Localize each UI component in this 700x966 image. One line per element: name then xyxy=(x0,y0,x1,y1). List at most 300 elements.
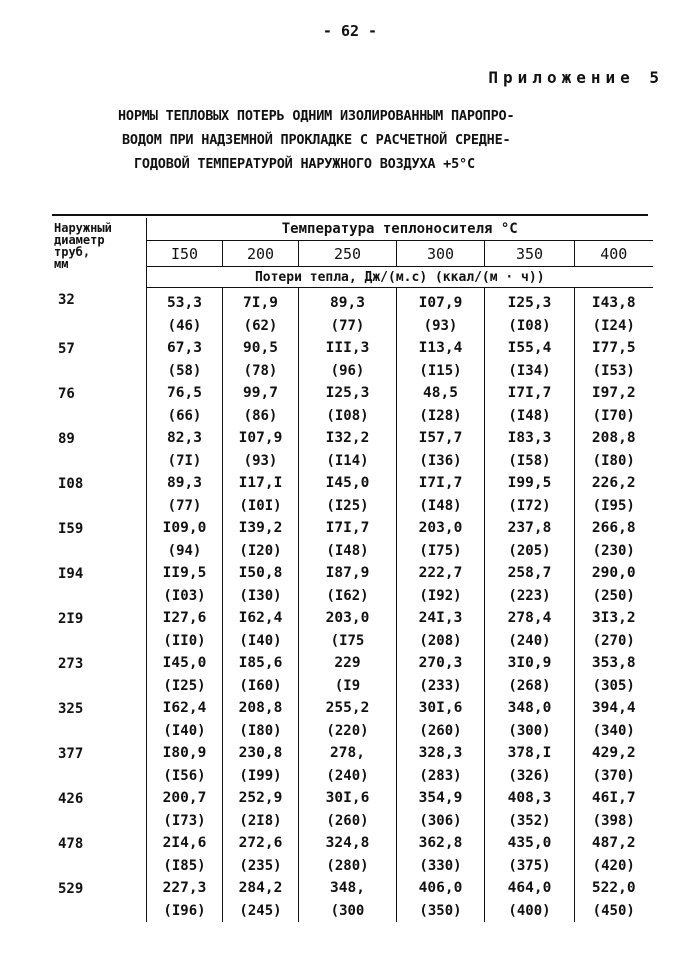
heat-loss-kcal: (I72) xyxy=(508,497,551,514)
heat-loss-joules: 30I,6 xyxy=(325,790,370,806)
heat-loss-cell xyxy=(575,877,653,922)
heat-loss-cell xyxy=(575,742,653,787)
heat-loss-cell xyxy=(223,697,299,742)
heat-loss-cell xyxy=(223,877,299,922)
heat-loss-kcal: (94) xyxy=(167,542,202,559)
heat-loss-joules: I25,3 xyxy=(325,385,370,401)
heat-loss-cell xyxy=(397,877,485,922)
heat-loss-cell xyxy=(575,832,653,877)
heat-loss-kcal: (250) xyxy=(592,587,635,604)
heat-loss-cell xyxy=(575,562,653,607)
pipe-diameter: I94 xyxy=(52,562,147,607)
heat-loss-cell xyxy=(147,382,223,427)
heat-loss-joules: I25,3 xyxy=(507,295,552,311)
heat-loss-joules: 53,3 xyxy=(167,295,202,311)
heat-loss-joules: I39,2 xyxy=(238,520,283,536)
table-row xyxy=(52,787,653,832)
heat-loss-kcal: (I58) xyxy=(508,452,551,469)
heat-loss-kcal: (I20) xyxy=(239,542,282,559)
heat-loss-kcal: (I56) xyxy=(163,767,206,784)
heat-loss-joules: 7I,9 xyxy=(243,295,278,311)
heat-loss-kcal: (I96) xyxy=(163,902,206,919)
heat-loss-joules: 24I,3 xyxy=(418,610,463,626)
heat-loss-joules: I7I,7 xyxy=(418,475,463,491)
heat-loss-cell xyxy=(147,877,223,922)
pipe-diameter: 2I9 xyxy=(52,607,147,652)
heat-loss-header: Потери тепла, Дж/(м.с) (ккал/(м · ч)) xyxy=(147,267,653,288)
heat-loss-cell xyxy=(147,472,223,517)
heat-loss-kcal: (I70) xyxy=(592,407,635,424)
heat-loss-cell xyxy=(397,832,485,877)
heat-loss-kcal: (280) xyxy=(326,857,369,874)
heat-loss-cell xyxy=(299,337,397,382)
heat-loss-joules: 394,4 xyxy=(591,700,636,716)
heat-loss-cell xyxy=(485,472,575,517)
heat-loss-joules: 290,0 xyxy=(591,565,636,581)
heat-loss-cell xyxy=(223,382,299,427)
heat-loss-kcal: (66) xyxy=(167,407,202,424)
heat-loss-kcal: (370) xyxy=(592,767,635,784)
heat-loss-joules: 67,3 xyxy=(167,340,202,356)
heat-loss-joules: I83,3 xyxy=(507,430,552,446)
heat-loss-joules: 354,9 xyxy=(418,790,463,806)
temperature-col: 300 xyxy=(397,241,485,267)
heat-loss-joules: III,3 xyxy=(325,340,370,356)
heat-loss-cell xyxy=(485,517,575,562)
heat-loss-cell xyxy=(299,382,397,427)
title-line-2: ВОДОМ ПРИ НАДЗЕМНОЙ ПРОКЛАДКЕ С РАСЧЕТНОЙ СРЕДНЕ- xyxy=(122,132,511,148)
heat-loss-kcal: (I40) xyxy=(163,722,206,739)
heat-loss-joules: I85,6 xyxy=(238,655,283,671)
heat-loss-cell xyxy=(299,832,397,877)
diameter-header-line: Наружный xyxy=(54,221,112,235)
heat-loss-joules: I32,2 xyxy=(325,430,370,446)
pipe-diameter: 89 xyxy=(52,427,147,472)
pipe-diameter: 76 xyxy=(52,382,147,427)
heat-loss-kcal: (283) xyxy=(419,767,462,784)
pipe-diameter: 529 xyxy=(52,877,147,922)
heat-loss-cell xyxy=(147,832,223,877)
heat-loss-cell xyxy=(397,697,485,742)
heat-loss-kcal: (400) xyxy=(508,902,551,919)
heat-loss-joules: 522,0 xyxy=(591,880,636,896)
heat-loss-cell xyxy=(485,562,575,607)
heat-loss-cell xyxy=(223,607,299,652)
title-line-1: НОРМЫ ТЕПЛОВЫХ ПОТЕРЬ ОДНИМ ИЗОЛИРОВАННЫМ ПАРОПРО- xyxy=(118,108,515,124)
heat-loss-joules: I62,4 xyxy=(238,610,283,626)
heat-loss-kcal: (350) xyxy=(419,902,462,919)
document-title xyxy=(118,104,588,176)
heat-loss-table xyxy=(52,218,653,922)
heat-loss-cell xyxy=(397,742,485,787)
heat-loss-kcal: (398) xyxy=(592,812,635,829)
heat-loss-kcal: (220) xyxy=(326,722,369,739)
heat-loss-joules: 328,3 xyxy=(418,745,463,761)
heat-loss-kcal: (305) xyxy=(592,677,635,694)
heat-loss-joules: 222,7 xyxy=(418,565,463,581)
pipe-diameter: I08 xyxy=(52,472,147,517)
heat-loss-kcal: (I92) xyxy=(419,587,462,604)
heat-loss-cell xyxy=(147,652,223,697)
appendix-label: Приложение 5 xyxy=(488,68,664,87)
heat-loss-cell xyxy=(299,787,397,832)
heat-loss-joules: 82,3 xyxy=(167,430,202,446)
temperature-header: Температура теплоносителя °С xyxy=(147,218,653,241)
heat-loss-kcal: (270) xyxy=(592,632,635,649)
heat-loss-cell xyxy=(575,472,653,517)
heat-loss-cell xyxy=(147,697,223,742)
heat-loss-joules: 324,8 xyxy=(325,835,370,851)
heat-loss-kcal: (I95) xyxy=(592,497,635,514)
heat-loss-joules: 284,2 xyxy=(238,880,283,896)
heat-loss-cell xyxy=(147,607,223,652)
heat-loss-cell xyxy=(575,288,653,338)
heat-loss-joules: 237,8 xyxy=(507,520,552,536)
heat-loss-cell xyxy=(485,877,575,922)
table-row xyxy=(52,652,653,697)
heat-loss-kcal: (I08) xyxy=(508,317,551,334)
heat-loss-joules: 270,3 xyxy=(418,655,463,671)
heat-loss-cell xyxy=(299,288,397,338)
heat-loss-kcal: (I75 xyxy=(330,632,365,649)
heat-loss-cell xyxy=(485,652,575,697)
heat-loss-kcal: (I0I) xyxy=(239,497,282,514)
heat-loss-kcal: (233) xyxy=(419,677,462,694)
diameter-header-line: диаметр xyxy=(54,233,105,247)
heat-loss-joules: I45,0 xyxy=(325,475,370,491)
temperature-col: 200 xyxy=(223,241,299,267)
heat-loss-joules: 378,I xyxy=(507,745,552,761)
heat-loss-cell xyxy=(485,742,575,787)
heat-loss-joules: 200,7 xyxy=(162,790,207,806)
heat-loss-kcal: (300 xyxy=(330,902,365,919)
heat-loss-kcal: (450) xyxy=(592,902,635,919)
heat-loss-cell xyxy=(299,607,397,652)
pipe-diameter: I59 xyxy=(52,517,147,562)
heat-loss-joules: 258,7 xyxy=(507,565,552,581)
heat-loss-kcal: (II0) xyxy=(163,632,206,649)
heat-loss-cell xyxy=(223,652,299,697)
heat-loss-joules: I50,8 xyxy=(238,565,283,581)
heat-loss-kcal: (420) xyxy=(592,857,635,874)
heat-loss-kcal: (268) xyxy=(508,677,551,694)
heat-loss-cell xyxy=(485,427,575,472)
heat-loss-joules: 278,4 xyxy=(507,610,552,626)
heat-loss-joules: 89,3 xyxy=(167,475,202,491)
heat-loss-joules: 3I0,9 xyxy=(507,655,552,671)
table-row xyxy=(52,607,653,652)
heat-loss-joules: 229 xyxy=(334,655,361,671)
heat-loss-kcal: (I48) xyxy=(419,497,462,514)
heat-loss-joules: 435,0 xyxy=(507,835,552,851)
heat-loss-cell xyxy=(147,517,223,562)
heat-loss-cell xyxy=(223,288,299,338)
heat-loss-kcal: (326) xyxy=(508,767,551,784)
heat-loss-joules: 90,5 xyxy=(243,340,278,356)
pipe-diameter: 325 xyxy=(52,697,147,742)
heat-loss-kcal: (2I8) xyxy=(239,812,282,829)
heat-loss-cell xyxy=(485,382,575,427)
page-number: - 62 - xyxy=(322,22,378,40)
heat-loss-kcal: (I80) xyxy=(239,722,282,739)
heat-loss-kcal: (96) xyxy=(330,362,365,379)
heat-loss-kcal: (352) xyxy=(508,812,551,829)
heat-loss-joules: 266,8 xyxy=(591,520,636,536)
heat-loss-joules: 487,2 xyxy=(591,835,636,851)
heat-loss-kcal: (I60) xyxy=(239,677,282,694)
table-body xyxy=(52,288,653,923)
heat-loss-kcal: (I48) xyxy=(326,542,369,559)
pipe-diameter: 377 xyxy=(52,742,147,787)
heat-loss-cell xyxy=(147,337,223,382)
heat-loss-joules: 464,0 xyxy=(507,880,552,896)
heat-loss-kcal: (I03) xyxy=(163,587,206,604)
heat-loss-cell xyxy=(485,337,575,382)
heat-loss-joules: I09,0 xyxy=(162,520,207,536)
heat-loss-kcal: (I48) xyxy=(508,407,551,424)
heat-loss-joules: 3I3,2 xyxy=(591,610,636,626)
heat-loss-kcal: (375) xyxy=(508,857,551,874)
heat-loss-joules: 208,8 xyxy=(238,700,283,716)
heat-loss-kcal: (330) xyxy=(419,857,462,874)
heat-loss-joules: I80,9 xyxy=(162,745,207,761)
table-row xyxy=(52,472,653,517)
heat-loss-kcal: (I75) xyxy=(419,542,462,559)
heat-loss-cell xyxy=(397,427,485,472)
table-top-rule xyxy=(52,214,648,216)
heat-loss-cell xyxy=(299,427,397,472)
heat-loss-cell xyxy=(575,427,653,472)
heat-loss-cell xyxy=(223,742,299,787)
heat-loss-kcal: (230) xyxy=(592,542,635,559)
heat-loss-joules: I55,4 xyxy=(507,340,552,356)
heat-loss-kcal: (260) xyxy=(326,812,369,829)
heat-loss-joules: I62,4 xyxy=(162,700,207,716)
heat-loss-cell xyxy=(575,607,653,652)
table-row xyxy=(52,877,653,922)
pipe-diameter: 426 xyxy=(52,787,147,832)
heat-loss-cell xyxy=(223,562,299,607)
heat-loss-joules: 89,3 xyxy=(330,295,365,311)
heat-loss-kcal: (I73) xyxy=(163,812,206,829)
heat-loss-kcal: (I34) xyxy=(508,362,551,379)
heat-loss-joules: 348, xyxy=(330,880,365,896)
heat-loss-cell xyxy=(397,337,485,382)
heat-loss-kcal: (235) xyxy=(239,857,282,874)
heat-loss-joules: 226,2 xyxy=(591,475,636,491)
heat-loss-cell xyxy=(147,427,223,472)
heat-loss-joules: I07,9 xyxy=(418,295,463,311)
heat-loss-kcal: (I40) xyxy=(239,632,282,649)
heat-loss-joules: 2I4,6 xyxy=(162,835,207,851)
heat-loss-kcal: (86) xyxy=(243,407,278,424)
heat-loss-kcal: (I80) xyxy=(592,452,635,469)
heat-loss-cell xyxy=(575,652,653,697)
heat-loss-cell xyxy=(485,832,575,877)
table-row xyxy=(52,562,653,607)
heat-loss-joules: 348,0 xyxy=(507,700,552,716)
heat-loss-cell xyxy=(223,472,299,517)
heat-loss-cell xyxy=(299,562,397,607)
table-row xyxy=(52,427,653,472)
heat-loss-joules: 362,8 xyxy=(418,835,463,851)
heat-loss-joules: I87,9 xyxy=(325,565,370,581)
heat-loss-joules: 272,6 xyxy=(238,835,283,851)
heat-loss-cell xyxy=(299,472,397,517)
heat-loss-cell xyxy=(397,288,485,338)
heat-loss-kcal: (78) xyxy=(243,362,278,379)
table-row xyxy=(52,337,653,382)
heat-loss-cell xyxy=(223,787,299,832)
heat-loss-joules: 429,2 xyxy=(591,745,636,761)
heat-loss-kcal: (93) xyxy=(243,452,278,469)
table-row xyxy=(52,742,653,787)
heat-loss-cell xyxy=(397,517,485,562)
heat-loss-cell xyxy=(299,742,397,787)
heat-loss-cell xyxy=(397,562,485,607)
heat-loss-joules: 278, xyxy=(330,745,365,761)
heat-loss-cell xyxy=(147,742,223,787)
heat-loss-cell xyxy=(575,382,653,427)
title-line-3: ГОДОВОЙ ТЕМПЕРАТУРОЙ НАРУЖНОГО ВОЗДУХА +5°С xyxy=(134,156,475,172)
heat-loss-kcal: (I14) xyxy=(326,452,369,469)
table-row xyxy=(52,517,653,562)
pipe-diameter: 478 xyxy=(52,832,147,877)
heat-loss-cell xyxy=(223,832,299,877)
heat-loss-joules: 406,0 xyxy=(418,880,463,896)
diameter-header-line: труб, xyxy=(54,245,91,259)
temperature-col: 400 xyxy=(575,241,653,267)
heat-loss-cell xyxy=(147,562,223,607)
heat-loss-kcal: (I25) xyxy=(163,677,206,694)
heat-loss-joules: 48,5 xyxy=(423,385,458,401)
heat-loss-kcal: (300) xyxy=(508,722,551,739)
heat-loss-joules: 203,0 xyxy=(418,520,463,536)
heat-loss-cell xyxy=(397,472,485,517)
table-row xyxy=(52,832,653,877)
heat-loss-cell xyxy=(575,787,653,832)
heat-loss-joules: I57,7 xyxy=(418,430,463,446)
heat-loss-joules: I27,6 xyxy=(162,610,207,626)
heat-loss-kcal: (I25) xyxy=(326,497,369,514)
heat-loss-joules: I17,I xyxy=(238,475,283,491)
temperature-col: 250 xyxy=(299,241,397,267)
heat-loss-kcal: (340) xyxy=(592,722,635,739)
heat-loss-kcal: (240) xyxy=(508,632,551,649)
heat-loss-cell xyxy=(485,607,575,652)
table-row xyxy=(52,697,653,742)
temperature-col: I50 xyxy=(147,241,223,267)
heat-loss-joules: I7I,7 xyxy=(325,520,370,536)
heat-loss-kcal: (58) xyxy=(167,362,202,379)
heat-loss-joules: 353,8 xyxy=(591,655,636,671)
heat-loss-joules: I43,8 xyxy=(591,295,636,311)
heat-loss-kcal: (I85) xyxy=(163,857,206,874)
heat-loss-joules: II9,5 xyxy=(162,565,207,581)
heat-loss-kcal: (46) xyxy=(167,317,202,334)
heat-loss-joules: I13,4 xyxy=(418,340,463,356)
heat-loss-kcal: (I15) xyxy=(419,362,462,379)
heat-loss-cell xyxy=(299,652,397,697)
heat-loss-cell xyxy=(299,877,397,922)
pipe-diameter: 57 xyxy=(52,337,147,382)
heat-loss-joules: I77,5 xyxy=(591,340,636,356)
heat-loss-kcal: (I36) xyxy=(419,452,462,469)
heat-loss-cell xyxy=(299,697,397,742)
diameter-header xyxy=(52,218,147,288)
heat-loss-kcal: (I08) xyxy=(326,407,369,424)
heat-loss-kcal: (I9 xyxy=(334,677,361,694)
heat-loss-joules: I07,9 xyxy=(238,430,283,446)
heat-loss-kcal: (205) xyxy=(508,542,551,559)
pipe-diameter: 273 xyxy=(52,652,147,697)
heat-loss-cell xyxy=(147,288,223,338)
heat-loss-kcal: (223) xyxy=(508,587,551,604)
heat-loss-joules: I45,0 xyxy=(162,655,207,671)
heat-loss-cell xyxy=(485,787,575,832)
heat-loss-kcal: (77) xyxy=(330,317,365,334)
diameter-header-line: мм xyxy=(54,257,69,271)
heat-loss-cell xyxy=(397,382,485,427)
heat-loss-kcal: (260) xyxy=(419,722,462,739)
heat-loss-kcal: (93) xyxy=(423,317,458,334)
table-row xyxy=(52,382,653,427)
heat-loss-joules: 46I,7 xyxy=(591,790,636,806)
heat-loss-cell xyxy=(485,288,575,338)
heat-loss-cell xyxy=(397,787,485,832)
heat-loss-joules: 30I,6 xyxy=(418,700,463,716)
heat-loss-joules: 76,5 xyxy=(167,385,202,401)
heat-loss-joules: I7I,7 xyxy=(507,385,552,401)
heat-loss-kcal: (306) xyxy=(419,812,462,829)
heat-loss-kcal: (I30) xyxy=(239,587,282,604)
heat-loss-cell xyxy=(485,697,575,742)
heat-loss-joules: 99,7 xyxy=(243,385,278,401)
heat-loss-kcal: (245) xyxy=(239,902,282,919)
heat-loss-kcal: (7I) xyxy=(167,452,202,469)
heat-loss-kcal: (I99) xyxy=(239,767,282,784)
heat-loss-kcal: (I28) xyxy=(419,407,462,424)
heat-loss-joules: 208,8 xyxy=(591,430,636,446)
heat-loss-cell xyxy=(575,517,653,562)
heat-loss-joules: 230,8 xyxy=(238,745,283,761)
heat-loss-cell xyxy=(299,517,397,562)
heat-loss-kcal: (I53) xyxy=(592,362,635,379)
heat-loss-joules: 408,3 xyxy=(507,790,552,806)
heat-loss-joules: 252,9 xyxy=(238,790,283,806)
temperature-col: 350 xyxy=(485,241,575,267)
heat-loss-cell xyxy=(147,787,223,832)
table-row xyxy=(52,288,653,338)
heat-loss-joules: 203,0 xyxy=(325,610,370,626)
heat-loss-joules: 227,3 xyxy=(162,880,207,896)
heat-loss-kcal: (I24) xyxy=(592,317,635,334)
heat-loss-cell xyxy=(223,517,299,562)
pipe-diameter: 32 xyxy=(52,288,147,338)
heat-loss-joules: I99,5 xyxy=(507,475,552,491)
heat-loss-cell xyxy=(397,652,485,697)
heat-loss-cell xyxy=(223,337,299,382)
heat-loss-joules: 255,2 xyxy=(325,700,370,716)
heat-loss-cell xyxy=(223,427,299,472)
heat-loss-cell xyxy=(397,607,485,652)
heat-loss-kcal: (62) xyxy=(243,317,278,334)
heat-loss-cell xyxy=(575,337,653,382)
heat-loss-kcal: (208) xyxy=(419,632,462,649)
heat-loss-cell xyxy=(575,697,653,742)
heat-loss-joules: I97,2 xyxy=(591,385,636,401)
heat-loss-kcal: (I62) xyxy=(326,587,369,604)
